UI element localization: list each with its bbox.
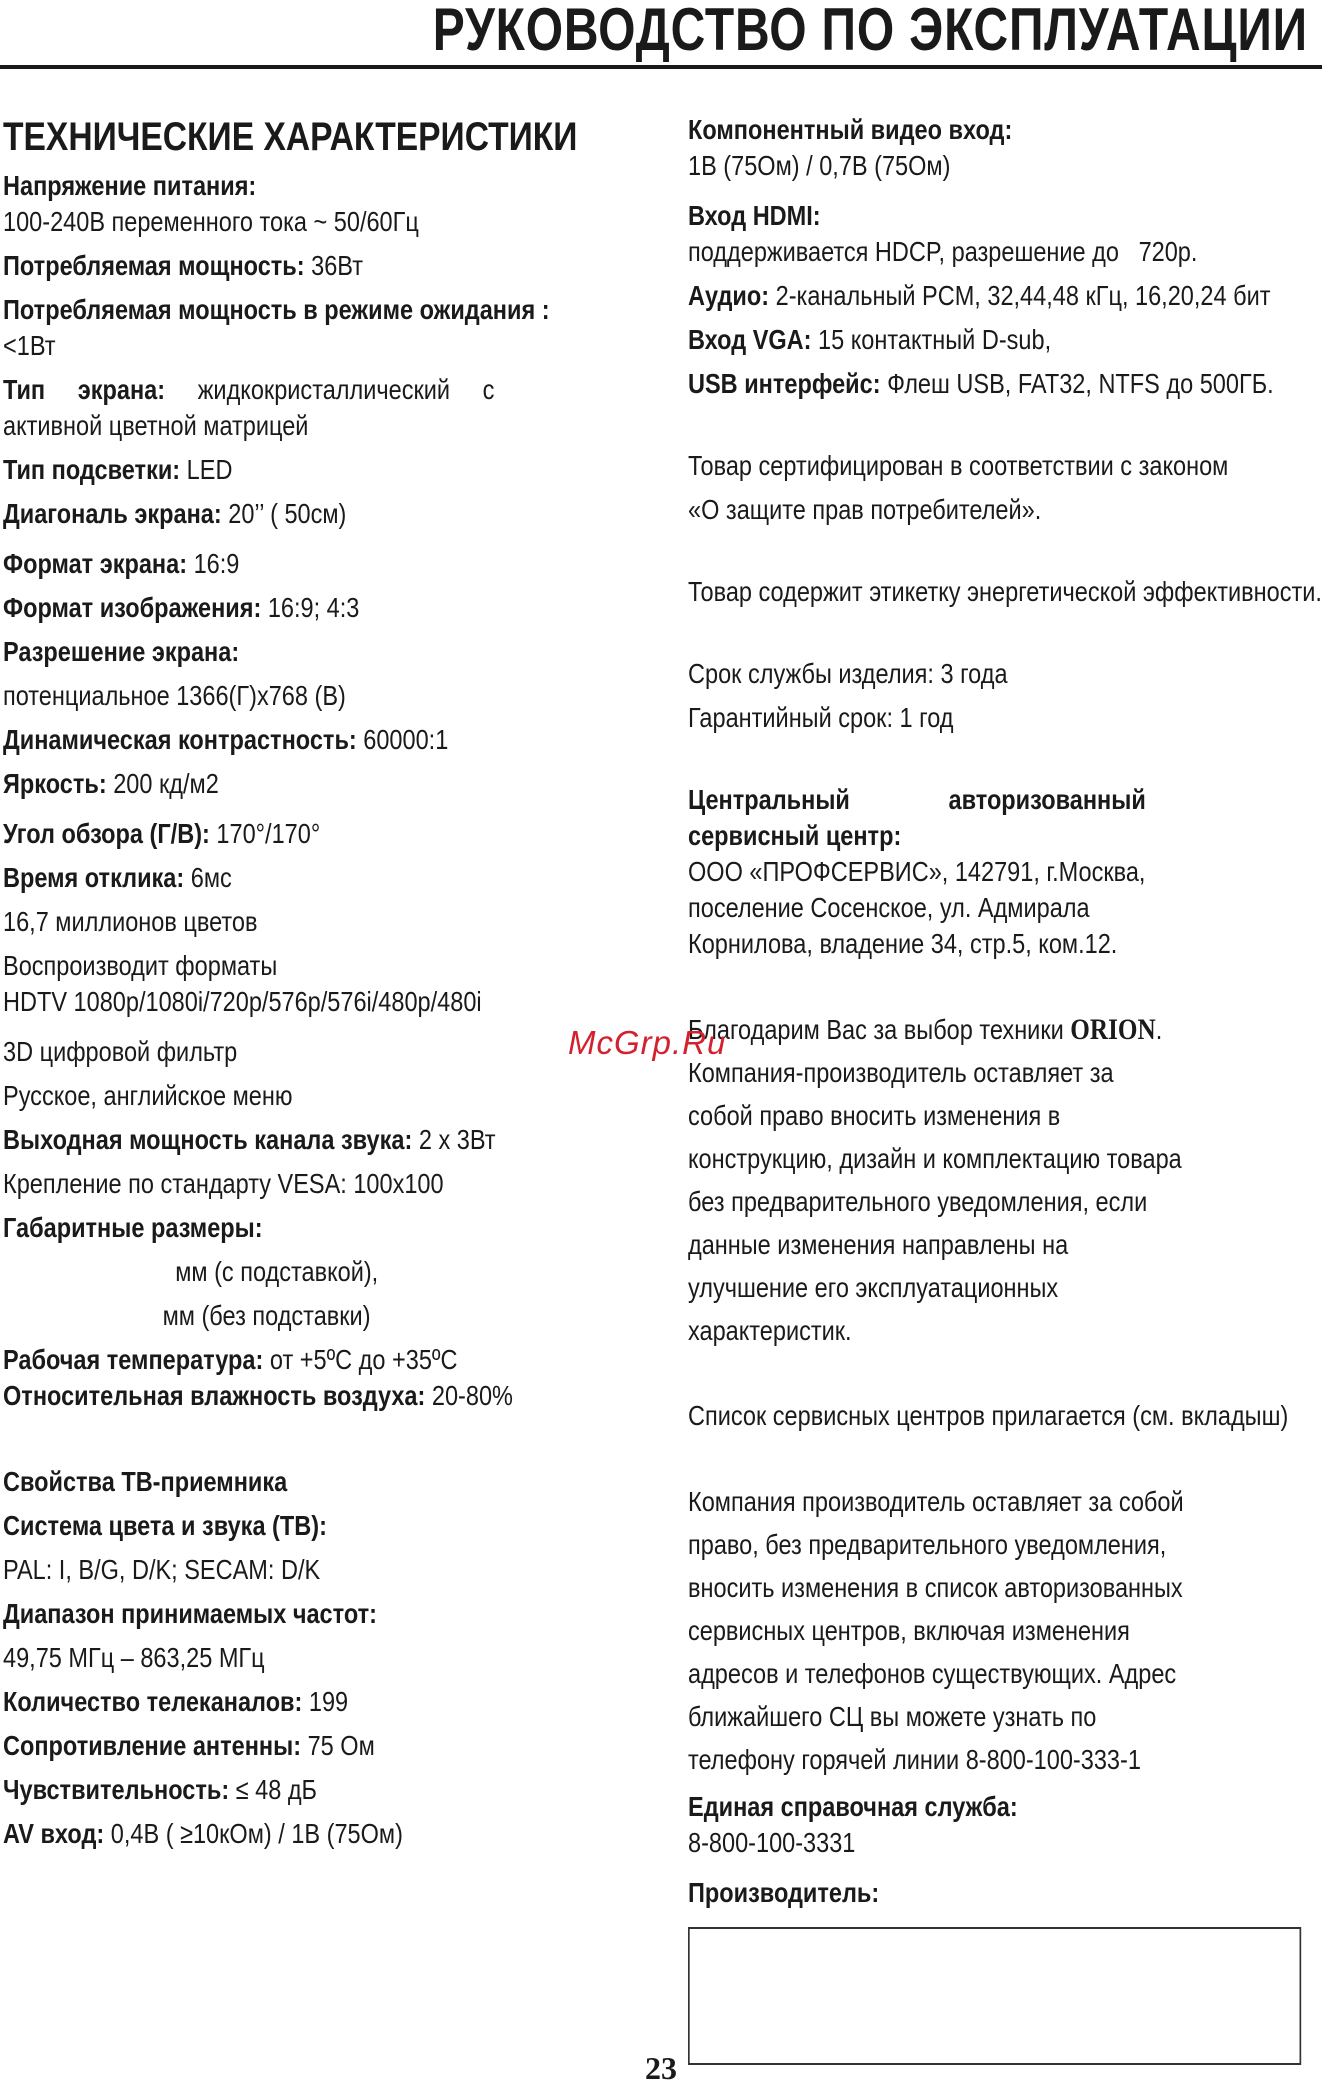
right-column bbox=[688, 112, 1322, 2065]
page-number: 23 bbox=[645, 2050, 677, 2086]
spec-screen-type: Тип экрана: жидкокристаллический с активной цветной матрицей bbox=[3, 374, 495, 441]
spec-image-format: Формат изображения: 16:9; 4:3 bbox=[3, 592, 360, 623]
helpline-number: 8-800-100-3331 bbox=[688, 1827, 856, 1858]
spec-component-value: 1В (75Ом) / 0,7В (75Ом) bbox=[688, 150, 951, 181]
spec-hdmi-label: Вход HDMI: bbox=[688, 200, 821, 231]
spec-hdmi-value: поддерживается HDCP, разрешение до 720р. bbox=[688, 236, 1198, 267]
manufacturer-box bbox=[688, 1927, 1301, 2065]
spec-freq-range-label: Диапазон принимаемых частот: bbox=[3, 1598, 377, 1629]
page-header-title: РУКОВОДСТВО ПО ЭКСПЛУАТАЦИИ bbox=[432, 0, 1308, 63]
spec-diagonal: Диагональ экрана: 20’’ ( 50см) bbox=[3, 498, 347, 529]
spec-power-supply-value: 100-240В переменного тока ~ 50/60Гц bbox=[3, 206, 419, 237]
spec-formats-line1: Воспроизводит форматы bbox=[3, 950, 278, 981]
changes-text: Компания-производитель оставляет за собой право вносить изменения в конструкцию, дизайн и комплектацию товара без предварительного уведомления, если данные изменения направлены на улучшение его эксплуатационных характеристик. bbox=[688, 1057, 1182, 1346]
spec-formats-line2: HDTV 1080p/1080i/720p/576p/576i/480p/480i bbox=[3, 986, 482, 1017]
company-notice-text: Компания производитель оставляет за собой право, без предварительного уведомления, вносить изменения в список авторизованных сервисных центров, включая изменения адресов и телефонов существующих. Адрес ближайшего СЦ вы можете узнать по телефону горячей линии 8-800-100-333-1 bbox=[688, 1486, 1184, 1775]
manufacturer-label: Производитель: bbox=[688, 1877, 880, 1908]
spec-sensitivity: Чувствительность: ≤ 48 дБ bbox=[3, 1774, 318, 1805]
spec-resolution-value: потенциальное 1366(Г)х768 (В) bbox=[3, 680, 346, 711]
spec-component-label: Компонентный видео вход: bbox=[688, 114, 1013, 145]
spec-temperature: Рабочая температура: от +5ºC до +35ºC bbox=[3, 1344, 458, 1375]
spec-backlight: Тип подсветки: LED bbox=[3, 454, 233, 485]
spec-dimensions-line1: мм (с подставкой), bbox=[175, 1256, 379, 1287]
spec-color-system-label: Система цвета и звука (ТВ): bbox=[3, 1510, 327, 1541]
spec-filter: 3D цифровой фильтр bbox=[3, 1036, 238, 1067]
spec-usb: USB интерфейс: Флеш USB, FAT32, NTFS до 500ГБ. bbox=[688, 368, 1274, 399]
service-life: Срок службы изделия: 3 года bbox=[688, 658, 1008, 689]
spec-response-time: Время отклика: 6мс bbox=[3, 862, 232, 893]
spec-dimensions-line2: мм (без подставки) bbox=[162, 1300, 371, 1331]
spec-channels: Количество телеканалов: 199 bbox=[3, 1686, 349, 1717]
spec-power-consumption: Потребляемая мощность: 36Вт bbox=[3, 250, 363, 281]
orion-brand: ORION bbox=[1070, 1013, 1156, 1046]
warranty: Гарантийный срок: 1 год bbox=[688, 702, 954, 733]
watermark: McGrp.Ru bbox=[568, 1024, 727, 1061]
spec-power-supply-label: Напряжение питания: bbox=[3, 170, 257, 201]
right-column-content bbox=[688, 112, 1322, 2065]
spec-standby-power-label: Потребляемая мощность в режиме ожидания : bbox=[3, 294, 550, 325]
spec-antenna: Сопротивление антенны: 75 Ом bbox=[3, 1730, 375, 1761]
spec-av-input: AV вход: 0,4В ( ≥10кОм) / 1В (75Ом) bbox=[3, 1818, 403, 1849]
spec-brightness: Яркость: 200 кд/м2 bbox=[3, 768, 219, 799]
header-divider bbox=[0, 65, 1322, 69]
left-column-content bbox=[3, 112, 643, 1852]
service-center-label: Центральный авторизованный сервисный центр: bbox=[688, 784, 1146, 851]
spec-color-system-value: PAL: I, B/G, D/K; SECAM: D/K bbox=[3, 1554, 321, 1585]
spec-resolution-label: Разрешение экрана: bbox=[3, 636, 240, 667]
spec-colors: 16,7 миллионов цветов bbox=[3, 906, 258, 937]
spec-dimensions-label: Габаритные размеры: bbox=[3, 1212, 263, 1243]
spec-vga: Вход VGA: 15 контактный D-sub, bbox=[688, 324, 1052, 355]
service-center-address: ООО «ПРОФСЕРВИС», 142791, г.Москва, поселение Сосенское, ул. Адмирала Корнилова, владение 34, стр.5, ком.12. bbox=[688, 856, 1146, 959]
spec-vesa: Крепление по стандарту VESA: 100х100 bbox=[3, 1168, 444, 1199]
spec-sound-output: Выходная мощность канала звука: 2 х 3Вт bbox=[3, 1124, 496, 1155]
tv-properties-title: Свойства ТВ-приемника bbox=[3, 1466, 288, 1497]
thanks-text: Благодарим Вас за выбор техники ORION. bbox=[688, 1013, 1163, 1046]
spec-contrast: Динамическая контрастность: 60000:1 bbox=[3, 724, 449, 755]
spec-viewing-angle: Угол обзора (Г/В): 170°/170° bbox=[3, 818, 321, 849]
cert-line1: Товар сертифицирован в соответствии с законом bbox=[688, 450, 1229, 481]
spec-audio: Аудио: 2-канальный PCM, 32,44,48 кГц, 16,20,24 бит bbox=[688, 280, 1271, 311]
tech-specs-title: ТЕХНИЧЕСКИЕ ХАРАКТЕРИСТИКИ bbox=[3, 115, 578, 159]
left-column bbox=[3, 112, 643, 1852]
energy-label-text: Товар содержит этикетку энергетической эффективности. bbox=[688, 576, 1322, 607]
service-list-text: Список сервисных центров прилагается (см. вкладыш) bbox=[688, 1400, 1289, 1431]
spec-menu: Русское, английское меню bbox=[3, 1080, 293, 1111]
spec-freq-range-value: 49,75 МГц – 863,25 МГц bbox=[3, 1642, 265, 1673]
spec-humidity: Относительная влажность воздуха: 20-80% bbox=[3, 1380, 513, 1411]
helpline-label: Единая справочная служба: bbox=[688, 1791, 1018, 1822]
cert-line2: «О защите прав потребителей». bbox=[688, 494, 1042, 525]
spec-screen-format: Формат экрана: 16:9 bbox=[3, 548, 240, 579]
spec-standby-power-value: <1Вт bbox=[3, 330, 56, 361]
